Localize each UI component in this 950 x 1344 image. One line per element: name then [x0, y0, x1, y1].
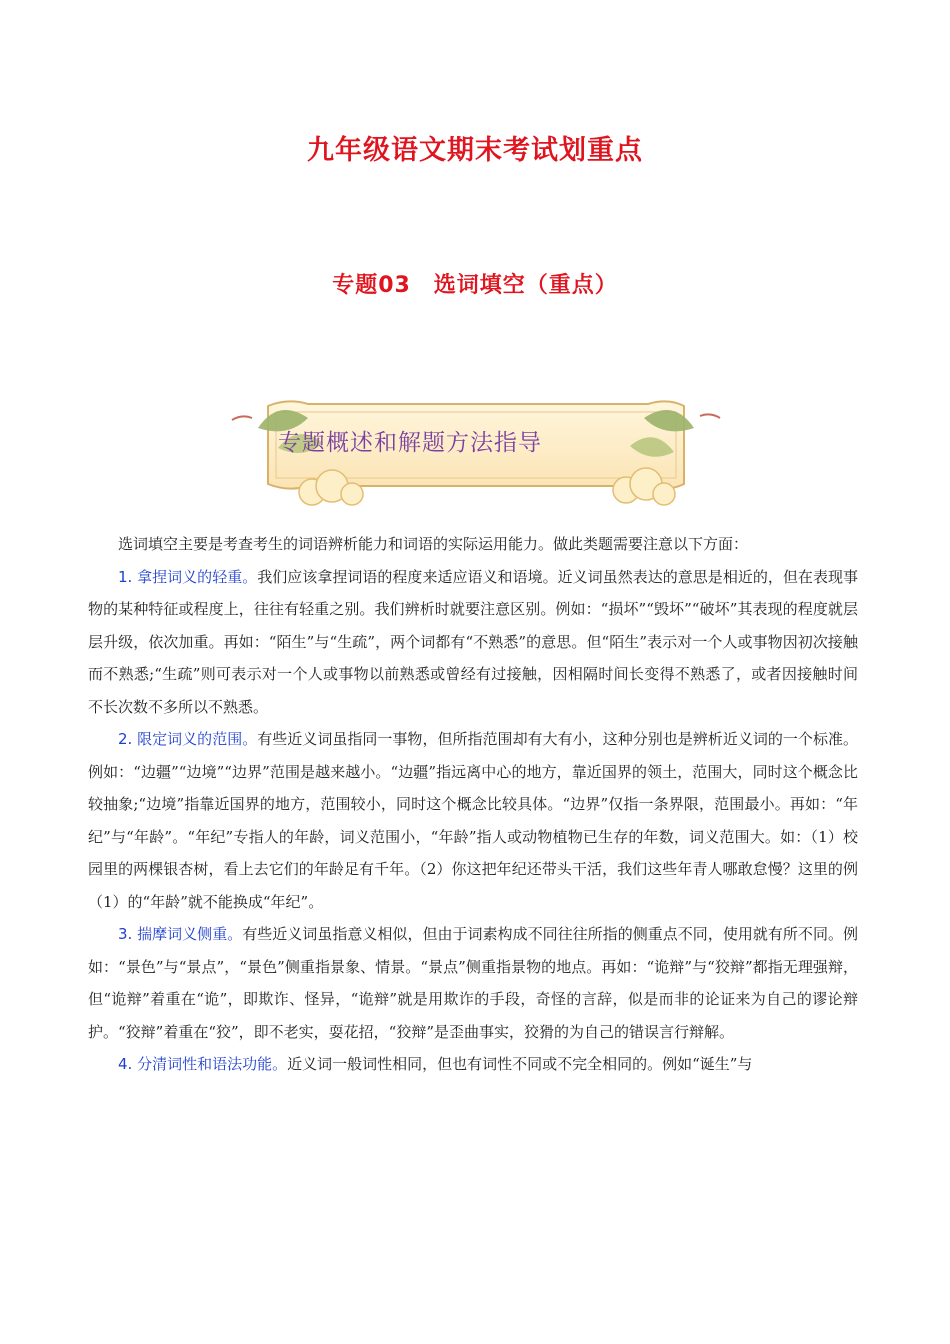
section-heading: 1. 拿捏词义的轻重。	[118, 567, 258, 586]
document-body	[88, 528, 858, 1081]
section-text: 我们应该拿捏词语的程度来适应语义和语境。近义词虽然表达的意思是相近的，但在表现事物的某种特征或程度上，往往有轻重之别。我们辨析时就要注意区别。例如：“损坏”“毁坏”“破坏”其表现的程度就层层升级，依次加重。再如：“陌生”与“生疏”，两个词都有“不熟悉”的意思。但“陌生”表示对一个人或事物因初次接触而不熟悉;“生疏”则可表示对一个人或事物以前熟悉或曾经有过接触，因相隔时间长变得不熟悉了，或者因接触时间不长次数不多所以不熟悉。	[88, 567, 858, 716]
section-heading: 3. 揣摩词义侧重。	[118, 925, 243, 943]
section-heading: 4. 分清词性和语法功能。	[118, 1055, 288, 1073]
section-paragraph	[88, 723, 858, 918]
document-title: 九年级语文期末考试划重点	[307, 135, 643, 166]
intro-paragraph: 选词填空主要是考查考生的词语辨析能力和词语的实际运用能力。做此类题需要注意以下方面：	[118, 535, 749, 553]
section-paragraph	[88, 918, 858, 1048]
document-subtitle: 专题03 选词填空（重点）	[332, 273, 618, 298]
section-text: 近义词一般词性相同，但也有词性不同或不完全相同的。例如“诞生”与	[287, 1055, 753, 1073]
section-heading: 2. 限定词义的范围。	[118, 730, 258, 748]
section-paragraph	[88, 1048, 858, 1081]
section-paragraph	[88, 561, 858, 724]
section-text: 有些近义词虽指意义相似，但由于词素构成不同往往所指的侧重点不同，使用就有所不同。例如：“景色”与“景点”，“景色”侧重指景象、情景。“景点”侧重指景物的地点。再如：“诡辩”与“狡辩”都指无理强辩，但“诡辩”着重在“诡”，即欺诈、怪异，“诡辩”就是用欺诈的手段，奇怪的言辞，似是而非的论证来为自己的谬论辩护。“狡辩”着重在“狡”，即不老实，耍花招，“狡辩”是歪曲事实，狡猾的为自己的错误言行辩解。	[88, 925, 858, 1041]
banner-title: 专题概述和解题方法指导	[278, 430, 542, 456]
section-text: 有些近义词虽指同一事物，但所指范围却有大有小，这种分别也是辨析近义词的一个标准。例如：“边疆”“边境”“边界”范围是越来越小。“边疆”指远离中心的地方，靠近国界的领土，范围大，同时这个概念比较抽象;“边境”指靠近国界的地方，范围较小，同时这个概念比较具体。“边界”仅指一条界限，范围最小。再如：“年纪”与“年龄”。“年纪”专指人的年龄，词义范围小，“年龄”指人或动物植物已生存的年数，词义范围大。如：（1）校园里的两棵银杏树，看上去它们的年龄足有千年。（2）你这把年纪还带头干活，我们这些年青人哪敢怠慢？这里的例（1）的“年龄”就不能换成“年纪”。	[88, 730, 858, 911]
